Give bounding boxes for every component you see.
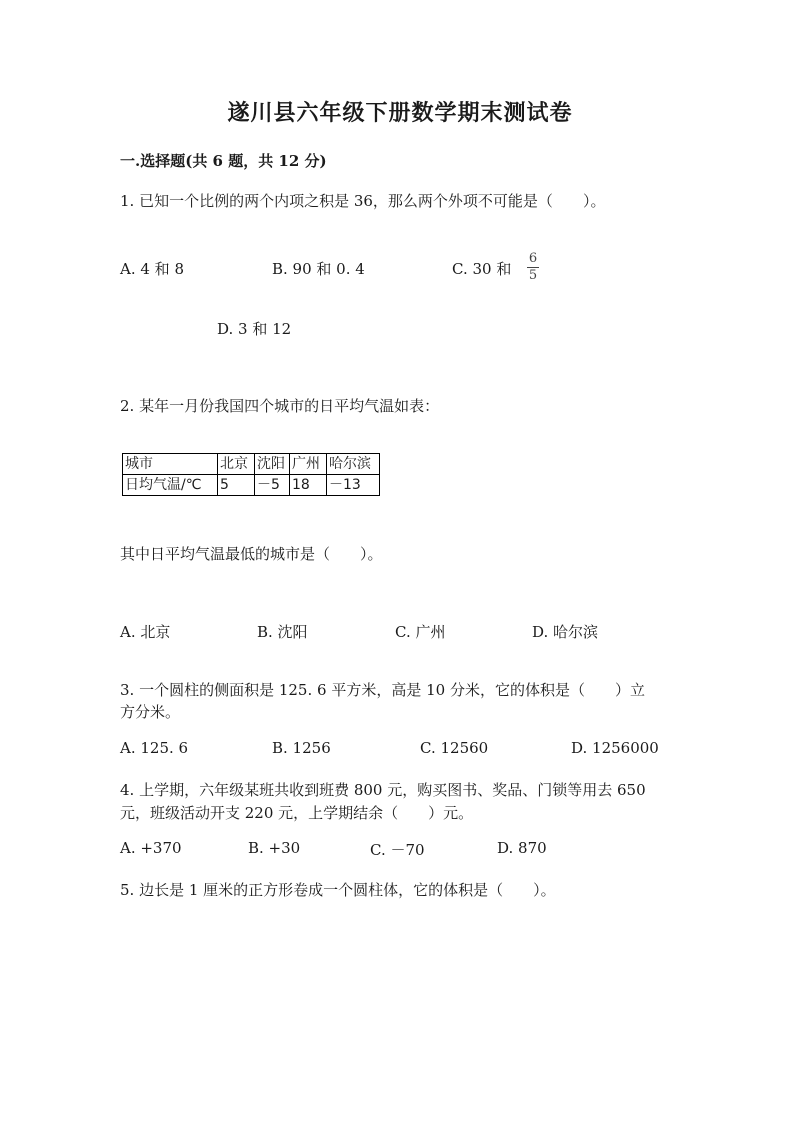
fraction-denominator: 5 xyxy=(528,268,538,283)
question-3-text-line-2: 方分米。 xyxy=(120,703,181,721)
question-4-option-d: D. 870 xyxy=(497,839,547,857)
question-3-option-b: B. 1256 xyxy=(272,739,331,757)
question-3-text-line-1: 3. 一个圆柱的侧面积是 125. 6 平方米，高是 10 分米，它的体积是（ ）立 xyxy=(120,681,645,699)
question-4-option-a: A. +370 xyxy=(120,839,182,857)
question-4-text-line-1: 4. 上学期，六年级某班共收到班费 800 元，购买图书、奖品、门锁等用去 650 xyxy=(120,781,646,799)
question-4-text-line-2: 元，班级活动开支 220 元，上学期结余（ ）元。 xyxy=(120,804,474,822)
table-cell: 日均气温/℃ xyxy=(123,475,218,496)
question-4-option-b: B. +30 xyxy=(248,839,301,857)
page-title: 遂川县六年级下册数学期末测试卷 xyxy=(227,100,573,126)
question-2-option-b: B. 沈阳 xyxy=(257,623,308,641)
question-1-option-d: D. 3 和 12 xyxy=(217,320,292,338)
question-2-text-2: 其中日平均气温最低的城市是（ ）。 xyxy=(120,545,383,563)
section-heading: 一.选择题(共 6 题，共 12 分) xyxy=(120,152,327,170)
question-2-text: 2. 某年一月份我国四个城市的日平均气温如表： xyxy=(120,397,440,415)
table-row xyxy=(123,475,380,496)
table-row xyxy=(123,454,380,475)
temperature-table xyxy=(122,453,380,496)
question-3-option-c: C. 12560 xyxy=(420,739,489,757)
question-3-option-a: A. 125. 6 xyxy=(120,739,189,757)
question-3-option-d: D. 1256000 xyxy=(571,739,659,757)
question-5-text: 5. 边长是 1 厘米的正方形卷成一个圆柱体，它的体积是（ ）。 xyxy=(120,881,556,899)
table-cell: 北京 xyxy=(218,454,255,475)
table-cell: －5 xyxy=(255,475,290,496)
question-1-option-c-fraction xyxy=(527,252,539,283)
question-1-option-b: B. 90 和 0. 4 xyxy=(272,260,365,278)
table-cell: 沈阳 xyxy=(255,454,290,475)
table-cell: 城市 xyxy=(123,454,218,475)
table-cell: －13 xyxy=(327,475,380,496)
question-4-option-c: C. －70 xyxy=(370,841,425,859)
question-2-option-d: D. 哈尔滨 xyxy=(532,623,599,641)
question-2-option-a: A. 北京 xyxy=(120,623,171,641)
table-cell: 18 xyxy=(290,475,327,496)
question-2-option-c: C. 广州 xyxy=(395,623,446,641)
table-cell: 广州 xyxy=(290,454,327,475)
table-cell: 哈尔滨 xyxy=(327,454,380,475)
question-1-option-a: A. 4 和 8 xyxy=(120,260,184,278)
question-1-text: 1. 已知一个比例的两个内项之积是 36，那么两个外项不可能是（ ）。 xyxy=(120,192,606,210)
question-1-option-c: C. 30 和 xyxy=(452,260,512,278)
table-cell: 5 xyxy=(218,475,255,496)
fraction-numerator: 6 xyxy=(528,251,538,266)
